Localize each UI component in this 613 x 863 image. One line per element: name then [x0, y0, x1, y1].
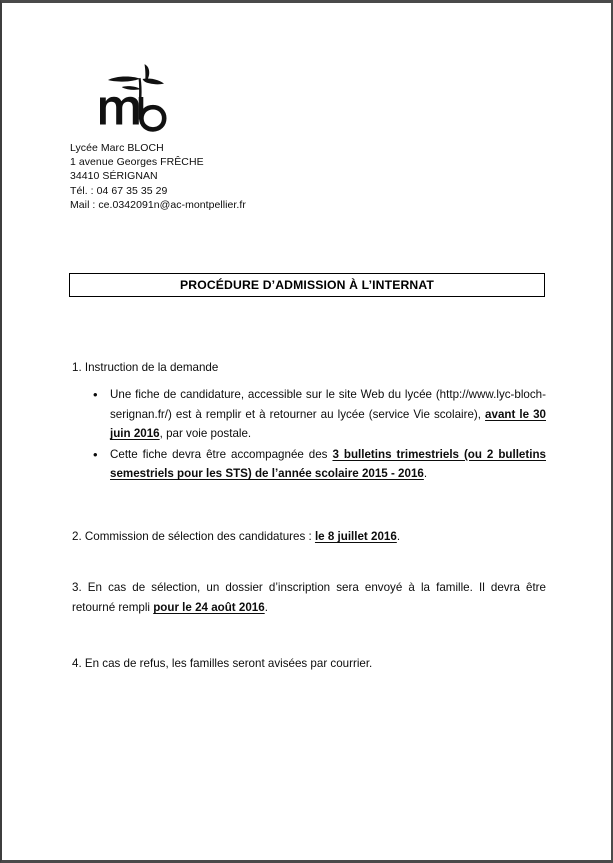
- section-3-emphasis: pour le 24 août 2016: [153, 600, 265, 614]
- organization-name: Lycée Marc BLOCH: [70, 142, 164, 154]
- bullet-2-text-part2: .: [423, 467, 428, 481]
- bullet-1-emphasis: avant le 30 juin 2016: [110, 407, 546, 441]
- spacer: [72, 485, 546, 527]
- spacer: [72, 617, 546, 654]
- document-body: [72, 360, 546, 674]
- section-4-paragraph: 4. En cas de refus, les familles seront avisées par courrier.: [72, 657, 373, 671]
- bullet-1-text-part2: , par voie postale.: [159, 427, 252, 441]
- section-2-text-part1: 2. Commission de sélection des candidatures :: [72, 529, 315, 543]
- lycee-marc-bloch-logo-icon: [98, 61, 176, 135]
- section-3-paragraph: [72, 578, 546, 617]
- bullet-1-text-part1: Une fiche de candidature, accessible sur le site Web du lycée (http://www.lyc-bloch-serignan.fr/) est à remplir et à retourner au lycée (service Vie scolaire),: [110, 388, 546, 421]
- section-3-text-part2: .: [264, 600, 268, 614]
- address-block: [70, 141, 370, 212]
- section-1-heading: 1. Instruction de la demande: [72, 361, 219, 374]
- bullet-marker: •: [93, 446, 98, 462]
- section-3-text-part1: 3. En cas de sélection, un dossier d’inscription sera envoyé à la famille. Il devra être retourné rempli: [72, 581, 546, 614]
- page-title: PROCÉDURE D’ADMISSION À L’INTERNAT: [179, 278, 435, 292]
- document-title-box: [69, 273, 545, 297]
- bullet-2-emphasis: 3 bulletins trimestriels (ou 2 bulletins semestriels pour les STS) de l’année scolaire 2015 - 2016: [110, 447, 546, 481]
- page-sheet: [2, 3, 611, 860]
- section-2-text-part2: .: [396, 529, 401, 543]
- bullet-2-text-part1: Cette fiche devra être accompagnée des: [110, 447, 333, 461]
- email-address: Mail : ce.0342091n@ac-montpellier.fr: [70, 198, 246, 211]
- section-2-paragraph: [72, 527, 546, 547]
- list-item: [72, 445, 546, 484]
- section-2-emphasis: le 8 juillet 2016: [314, 529, 397, 543]
- address-city: 34410 SÉRIGNAN: [70, 170, 158, 183]
- section-1-bullet-list: [72, 385, 546, 484]
- address-street: 1 avenue Georges FRÊCHE: [70, 156, 204, 169]
- letterhead: [70, 61, 370, 212]
- spacer: [72, 546, 546, 578]
- list-item: [72, 385, 546, 444]
- phone-number: Tél. : 04 67 35 35 29: [70, 184, 168, 197]
- bullet-marker: •: [93, 387, 98, 402]
